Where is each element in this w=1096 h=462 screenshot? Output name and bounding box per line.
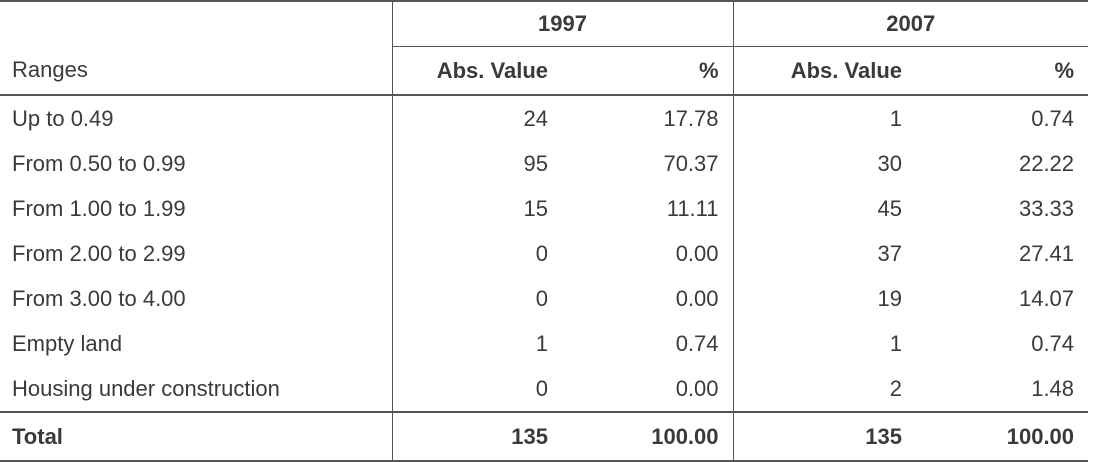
- year-1997-header: 1997: [392, 1, 733, 47]
- range-label: From 1.00 to 1.99: [12, 195, 186, 221]
- range-label: From 3.00 to 4.00: [12, 285, 186, 311]
- abs-2007-cell: 1: [733, 95, 916, 141]
- abs-2007-cell: 19: [733, 276, 916, 321]
- pct-1997-header: %: [562, 47, 733, 96]
- abs-value-1997-header: Abs. Value: [392, 47, 562, 96]
- pct-2007-cell: 0.74: [1031, 330, 1075, 356]
- abs-2007-cell: 45: [733, 186, 916, 231]
- table-row: [0, 141, 1088, 186]
- pct-2007-header: %: [916, 47, 1088, 96]
- abs-1997-cell: 0: [392, 366, 562, 412]
- pct-1997-cell: 0.74: [675, 330, 719, 356]
- pct-1997-cell: 0.00: [675, 285, 719, 311]
- year-2007-header: 2007: [733, 1, 1088, 47]
- abs-2007-cell: 30: [733, 141, 916, 186]
- table-row: [0, 366, 1088, 412]
- table-row: [0, 186, 1088, 231]
- range-label: From 2.00 to 2.99: [12, 240, 186, 266]
- abs-2007-cell: 37: [733, 231, 916, 276]
- table-row: [0, 276, 1088, 321]
- table-row: [0, 321, 1088, 366]
- abs-1997-cell: 15: [392, 186, 562, 231]
- total-pct-1997-cell: 100.00: [562, 412, 733, 461]
- year-header-row: [0, 1, 1088, 47]
- abs-1997-cell: 24: [392, 95, 562, 141]
- total-label: Total: [0, 412, 392, 461]
- table-row: [0, 231, 1088, 276]
- pct-1997-cell: 0.00: [675, 375, 719, 401]
- range-label: From 0.50 to 0.99: [12, 150, 186, 176]
- pct-2007-cell: 14.07: [1018, 285, 1075, 311]
- range-label: Housing under construction: [12, 375, 280, 401]
- pct-1997-cell: 0.00: [675, 240, 719, 266]
- total-abs-2007-cell: 135: [733, 412, 916, 461]
- abs-2007-cell: 2: [733, 366, 916, 412]
- range-label: Up to 0.49: [12, 105, 114, 131]
- pct-1997-cell: 17.78: [663, 105, 719, 131]
- abs-1997-cell: 0: [392, 231, 562, 276]
- total-pct-2007-cell: 100.00: [916, 412, 1088, 461]
- pct-2007-cell: 22.22: [1018, 150, 1075, 176]
- column-header-row: [0, 47, 1088, 96]
- abs-1997-cell: 95: [392, 141, 562, 186]
- pct-2007-cell: 1.48: [1031, 375, 1075, 401]
- abs-1997-cell: 0: [392, 276, 562, 321]
- total-abs-1997-cell: 135: [392, 412, 562, 461]
- abs-2007-cell: 1: [733, 321, 916, 366]
- empty-corner-cell: [0, 1, 392, 47]
- abs-value-2007-header: Abs. Value: [733, 47, 916, 96]
- abs-1997-cell: 1: [392, 321, 562, 366]
- table-row: [0, 95, 1088, 141]
- pct-2007-cell: 27.41: [1018, 240, 1075, 266]
- pct-1997-cell: 70.37: [663, 150, 719, 176]
- pct-2007-cell: 33.33: [1018, 195, 1075, 221]
- pct-1997-cell: 11.11: [666, 195, 719, 221]
- range-label: Empty land: [12, 330, 123, 356]
- pct-2007-cell: 0.74: [1031, 105, 1075, 131]
- ranges-header: Ranges: [0, 47, 392, 96]
